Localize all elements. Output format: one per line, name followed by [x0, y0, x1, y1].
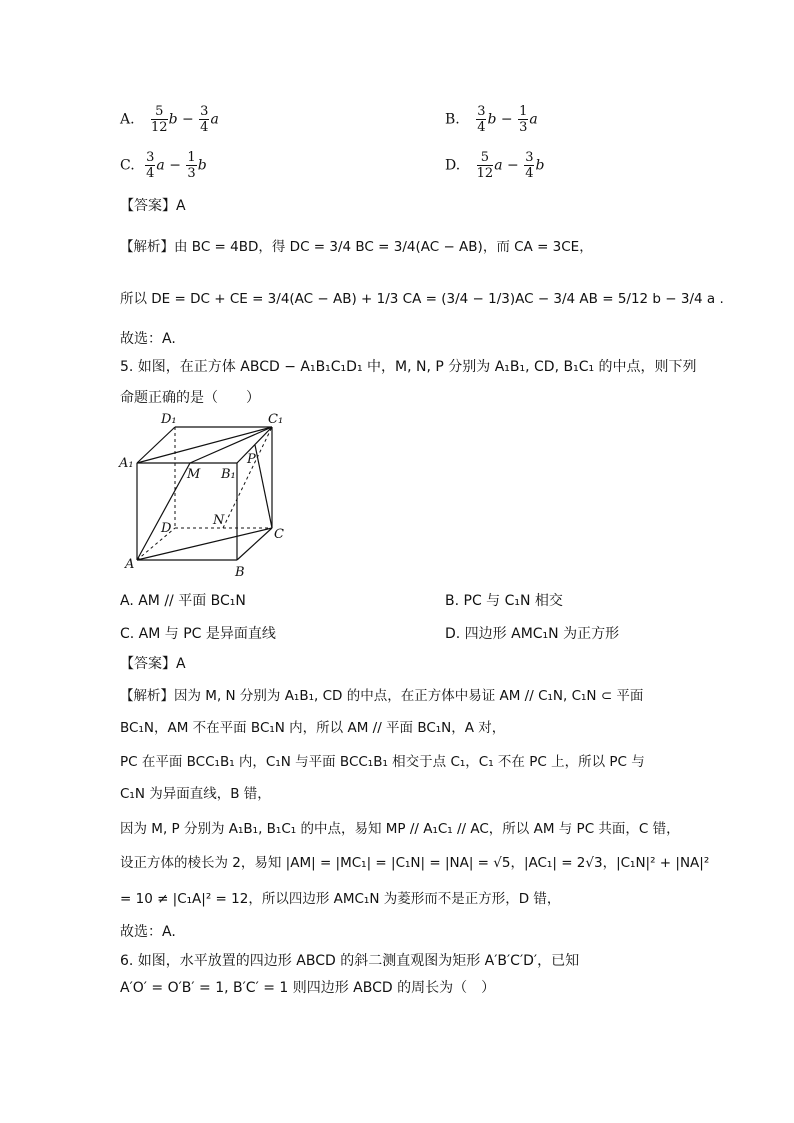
q5-option-b: B. PC 与 C₁N 相交	[445, 593, 563, 609]
q5-option-d: D. 四边形 AMC₁N 为正方形	[445, 626, 620, 642]
q4-analysis-line2: 所以 DE = DC + CE = 3/4(AC − AB) + 1/3 CA = (3/4 − 1/3)AC − 3/4 AB = 5/12 b − 3/4 a .	[120, 291, 724, 307]
label-a: A	[125, 557, 135, 572]
q5-stem-line2: 命题正确的是（ ）	[120, 390, 260, 406]
label-p: P	[247, 452, 256, 467]
q5-option-a: A. AM // 平面 BC₁N	[120, 593, 246, 609]
q5-option-c: C. AM 与 PC 是异面直线	[120, 626, 276, 642]
label-b1: B₁	[221, 467, 236, 482]
label-a1: A₁	[119, 456, 134, 471]
q5-conclusion: 故选：A.	[120, 924, 176, 940]
q4-answer: 【答案】A	[120, 198, 186, 214]
q5-answer: 【答案】A	[120, 656, 186, 672]
label-n: N	[213, 513, 225, 528]
q4-option-b: B. $\frac{3}{4}$ b − $\frac{1}{3}$ a	[445, 104, 538, 135]
label-m: M	[187, 467, 201, 482]
q4-analysis-line1: 【解析】由 BC = 4BD，得 DC = 3/4 BC = 3/4(AC − AB)，而 CA = 3CE，	[120, 239, 593, 255]
label-d: D	[161, 521, 172, 536]
q4-option-d: D. $\frac{5}{12}$ a − $\frac{3}{4}$ b	[445, 150, 545, 181]
q5-analysis-line1: 【解析】因为 M, N 分别为 A₁B₁, CD 的中点，在正方体中易证 AM // C₁N, C₁N ⊂ 平面	[120, 688, 644, 704]
q5-analysis-line6: 设正方体的棱长为 2，易知 |AM| = |MC₁| = |C₁N| = |NA| = √5，|AC₁| = 2√3，|C₁N|² + |NA|²	[120, 855, 710, 871]
q5-analysis-line2: BC₁N，AM 不在平面 BC₁N 内，所以 AM // 平面 BC₁N，A 对，	[120, 720, 506, 736]
q5-analysis-line7: = 10 ≠ |C₁A|² = 12，所以四边形 AMC₁N 为菱形而不是正方形，D 错，	[120, 891, 561, 907]
q4-option-a-label: A.	[120, 111, 135, 128]
label-c1: C₁	[268, 412, 284, 427]
q4-option-a: A. $\frac{5}{12}$ b − $\frac{3}{4}$ a	[120, 104, 219, 135]
label-b: B	[235, 565, 245, 580]
label-c: C	[274, 527, 284, 542]
label-d1: D₁	[161, 412, 177, 427]
q5-stem-line1: 5. 如图，在正方体 ABCD − A₁B₁C₁D₁ 中，M, N, P 分别为 A₁B₁, CD, B₁C₁ 的中点，则下列	[120, 359, 697, 375]
q6-stem-line2: A′O′ = O′B′ = 1, B′C′ = 1 则四边形 ABCD 的周长为（ ）	[120, 980, 496, 996]
q5-analysis-line5: 因为 M, P 分别为 A₁B₁, B₁C₁ 的中点，易知 MP // A₁C₁ // AC，所以 AM 与 PC 共面，C 错，	[120, 821, 680, 837]
q4-option-c: C. $\frac{3}{4}$ a − $\frac{1}{3}$ b	[120, 150, 207, 181]
q5-analysis-line4: C₁N 为异面直线，B 错，	[120, 786, 271, 802]
q4-conclusion: 故选：A.	[120, 331, 176, 347]
cube-figure	[115, 405, 300, 580]
q6-stem-line1: 6. 如图，水平放置的四边形 ABCD 的斜二测直观图为矩形 A′B′C′D′，已知	[120, 953, 580, 969]
q5-analysis-line3: PC 在平面 BCC₁B₁ 内，C₁N 与平面 BCC₁B₁ 相交于点 C₁，C₁ 不在 PC 上，所以 PC 与	[120, 754, 645, 770]
